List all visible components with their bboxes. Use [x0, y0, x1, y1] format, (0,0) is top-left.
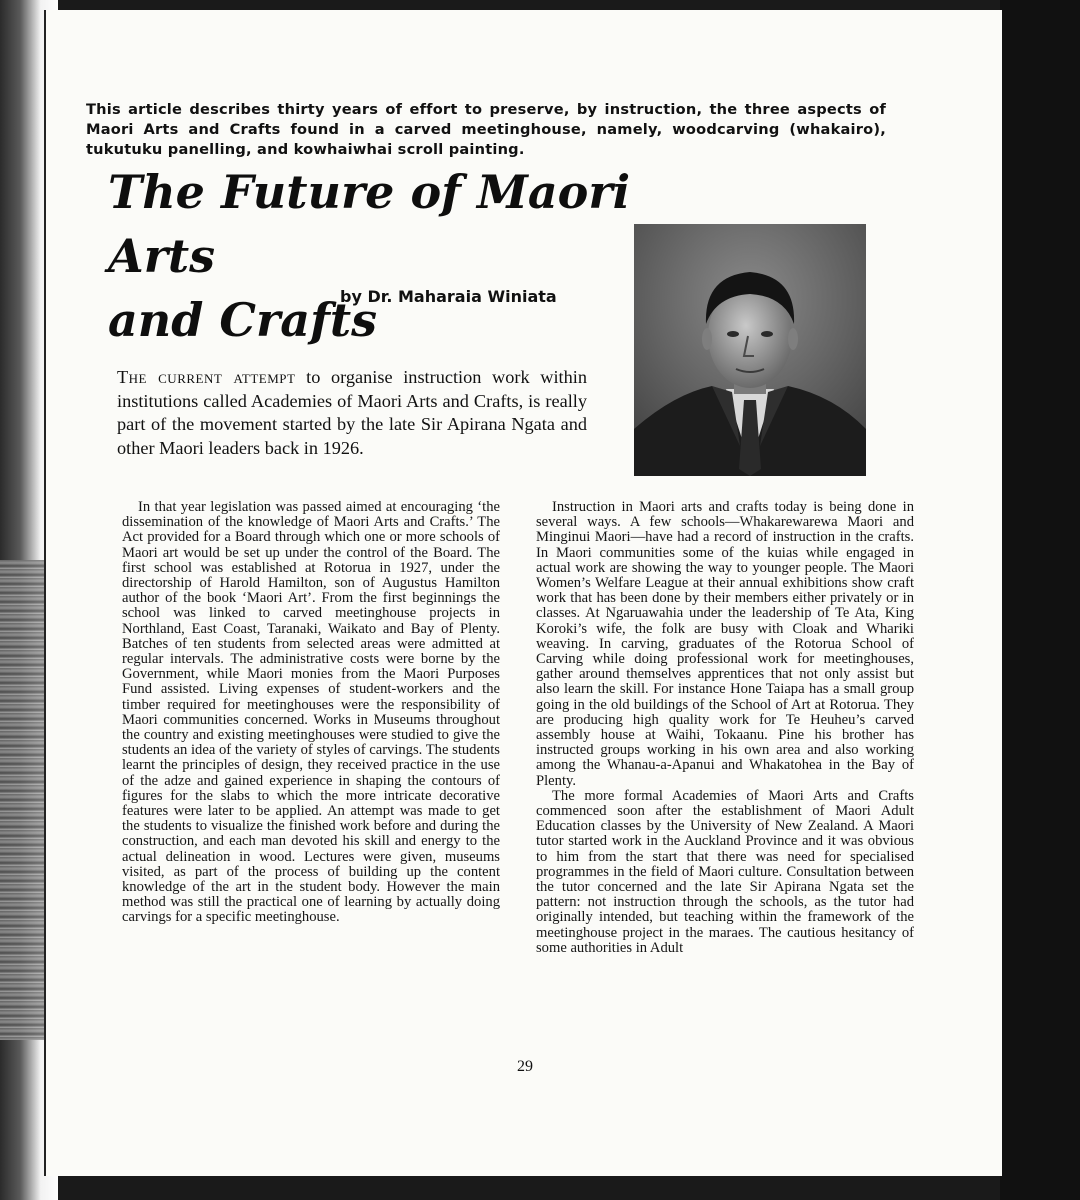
article-title-line-1: The Future of Maori Arts [108, 165, 631, 283]
author-portrait [634, 224, 866, 476]
article-byline: by Dr. Maharaia Winiata [340, 287, 557, 306]
lead-paragraph-text: to organise instruction work within institutions called Academies of Maori Arts and Crafts, is really part of the movement started by the late Sir Apirana Ngata and other Maori leaders back in 1926. [117, 367, 587, 458]
scan-right-margin [1000, 0, 1080, 1200]
article-standfirst: This article describes thirty years of effort to preserve, by instruction, the three aspects of Maori Arts and Crafts found in a carved meetinghouse, namely, woodcarving (whakairo), tukutuku panelling, and kowhaiwhai scroll painting. [86, 100, 886, 158]
body-paragraph: Instruction in Maori arts and crafts today is being done in several ways. A few schools—Whakarewarewa Maori and Minginui Maori—have had a record of instruction in the crafts. In Maori communities some of the kuias while engaged in actual work are showing the way to younger people. The Maori Women’s Welfare League at their annual exhibitions show craft work that has been done by their members either privately or in classes. At Ngaruawahia under the leadership of Te Ata, King Koroki’s wife, the folk are busy with Cloak and Whariki weaving. In carving, graduates of the Rotorua School of Carving while doing professional work for meetinghouses, gather around themselves apprentices that not only assist but also learn the skill. For instance Hone Taiapa has a small group going in the old buildings of the School of Art at Rotorua. They are producing high quality work for Te Heuheu’s carved assembly house at Waihi, Tokaanu. Pine his brother has instructed groups working in his own area and also working among the Whanau-a-Apanui and Whakatohea in the Bay of Plenty. [536, 499, 914, 789]
page-number: 29 [517, 1058, 533, 1075]
body-column-right [536, 500, 914, 956]
lead-paragraph [117, 366, 587, 460]
lead-smallcaps-opening: The current attempt [117, 367, 296, 387]
body-paragraph: In that year legislation was passed aimed at encouraging ‘the dissemination of the knowledge of Maori Arts and Crafts.’ The Act provided for a Board through which one or more schools of Maori art would be set up under the control of the Board. The first school was established at Rotorua in 1927, under the directorship of Harold Hamilton, son of Augustus Hamilton author of the book ‘Maori Art’. From the first beginnings the school was linked to carved meetinghouse projects in Northland, East Coast, Taranaki, Waikato and Bay of Plenty. Batches of ten students from selected areas were admitted at regular intervals. The administrative costs were borne by the Government, while Maori monies from the Maori Purposes Fund assisted. Living expenses of student-workers and the timber required for meetinghouses were the responsibility of Maori communities concerned. Works in Museums throughout the country and existing meetinghouses were studied to give the students an idea of the variety of styles of carvings. The students learnt the principles of design, they received practice in the use of the adze and gained experience in shaping the contours of figures for the slabs to which the more intricate decorative features were later to be applied. An attempt was made to get the students to visualize the finished work before and during the construction, and each man devoted his skill and energy to the actual delineation in wood. Lectures were given, museums visited, as part of the process of building up the content knowledge of the art in the student body. However the main method was still the practical one of learning by actually doing carvings for a specific meetinghouse. [122, 499, 500, 926]
body-paragraph: The more formal Academies of Maori Arts and Crafts commenced soon after the establishment of Maori Adult Education classes by the University of New Zealand. A Maori tutor started work in the Auckland Province and it was obvious to him from the start that there was need for specialised programmes in the field of Maori culture. Consultation between the tutor concerned and the late Sir Apirana Ngata set the pattern: not instruction through the schools, as the tutor had originally intended, but teaching within the framework of the meetinghouse project in the maraes. The cautious hesitancy of some authorities in Adult [536, 787, 914, 956]
article-title-line-2: and Crafts [108, 293, 378, 347]
body-column-left [122, 500, 500, 926]
portrait-photo-icon [634, 224, 866, 476]
